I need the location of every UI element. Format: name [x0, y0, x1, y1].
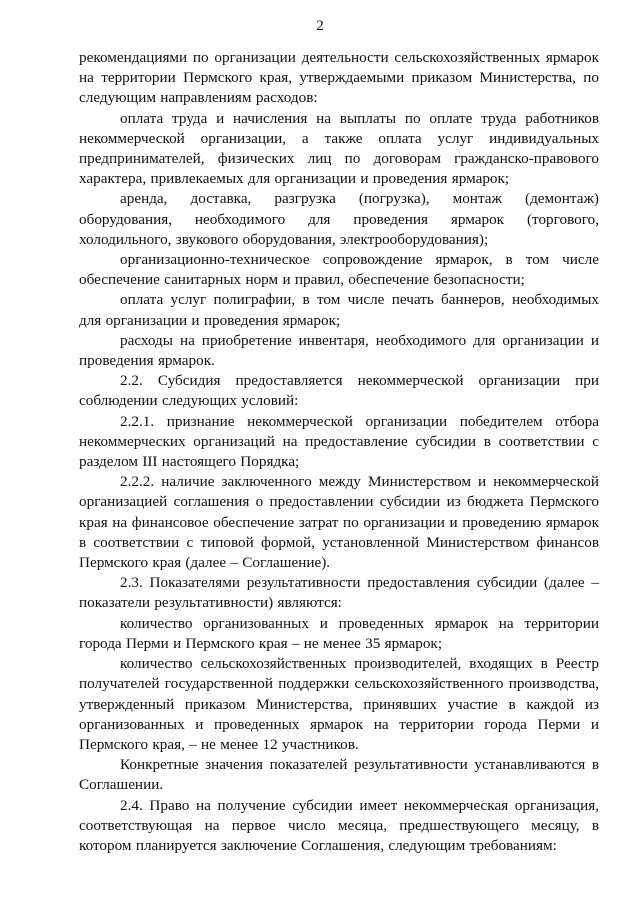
paragraph-indicator-fairs: количество организованных и проведенных ярмарок на территории города Перми и Пермского края – не менее 35 ярмарок;: [79, 614, 599, 652]
paragraph-expense-equipment: аренда, доставка, разгрузка (погрузка), монтаж (демонтаж) оборудования, необходимого для проведения ярмарок (торгового, холодильного, звукового оборудования, электрооборудования);: [79, 190, 599, 248]
paragraph-2-2: 2.2. Субсидия предоставляется некоммерческой организации при соблюдении следующих условий:: [79, 372, 599, 410]
paragraph-2-4: 2.4. Право на получение субсидии имеет некоммерческая организация, соответствующая на первое число месяца, предшествующего месяцу, в котором планируется заключение Соглашения, следующим требованиям:: [79, 796, 599, 854]
paragraph-expense-labor: оплата труда и начисления на выплаты по оплате труда работников некоммерческой организации, а также оплата услуг индивидуальных предпринимателей, физических лиц по договорам гражданско-правового характера, привлекаемых для организации и проведения ярмарок;: [79, 109, 599, 188]
paragraph-2-2-2: 2.2.2. наличие заключенного между Министерством и некоммерческой организацией соглашения о предоставлении субсидии из бюджета Пермского края на финансовое обеспечение затрат по организации и проведению ярмарок в соответствии с типовой формой, установленной Министерством финансов Пермского края (далее – Соглашение).: [79, 473, 599, 572]
paragraph-2-3: 2.3. Показателями результативности предоставления субсидии (далее – показатели результативности) являются:: [79, 574, 599, 612]
paragraph-expense-inventory: расходы на приобретение инвентаря, необходимого для организации и проведения ярмарок.: [79, 331, 599, 370]
paragraph-continuation: рекомендациями по организации деятельности сельскохозяйственных ярмарок на территории Пермского края, утверждаемыми приказом Министерства, по следующим направлениям расходов:: [79, 49, 599, 107]
document-body: [79, 48, 599, 856]
paragraph-indicator-values: Конкретные значения показателей результативности устанавливаются в Соглашении.: [79, 756, 599, 794]
paragraph-expense-support: организационно-техническое сопровождение ярмарок, в том числе обеспечение санитарных норм и правил, обеспечение безопасности;: [79, 251, 599, 289]
paragraph-expense-printing: оплата услуг полиграфии, в том числе печать баннеров, необходимых для организации и проведения ярмарок;: [79, 291, 599, 329]
page-number: 2: [316, 17, 324, 34]
paragraph-indicator-producers: количество сельскохозяйственных производителей, входящих в Реестр получателей государственной поддержки сельскохозяйственного производства, утвержденный приказом Министерства, принявших участие в каждой из организованных и проведенных ярмарок на территории города Перми и Пермского края, – не менее 12 участников.: [79, 655, 599, 753]
paragraph-2-2-1: 2.2.1. признание некоммерческой организации победителем отбора некоммерческих организаций на предоставление субсидии в соответствии с разделом III настоящего Порядка;: [79, 412, 599, 471]
